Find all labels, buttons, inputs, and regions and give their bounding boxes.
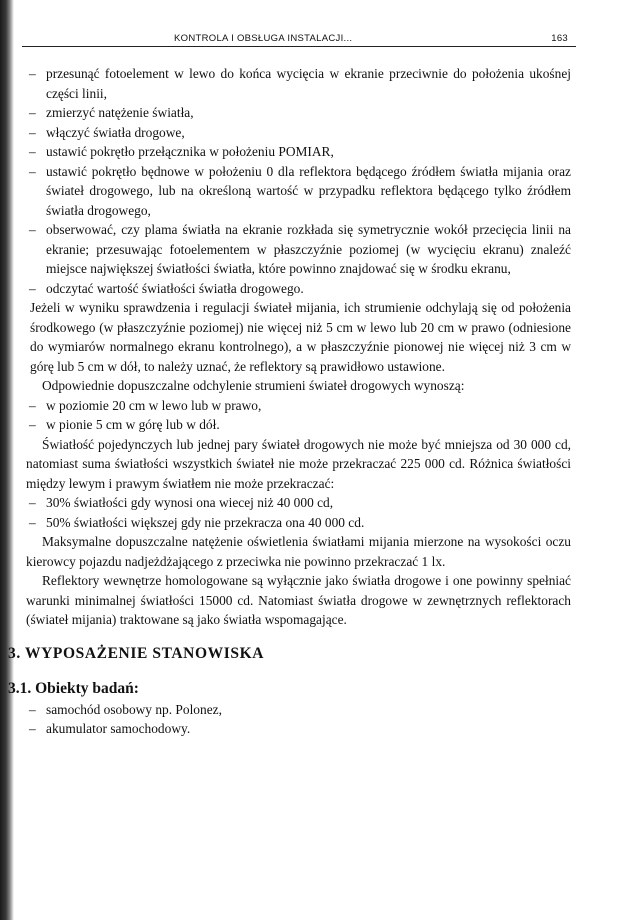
high-beam-deviation-list — [26, 396, 571, 435]
intensity-difference-list — [26, 493, 571, 532]
list-item: – ustawić pokrętło będnowe w położeniu 0 dla reflektora będącego źródłem światła mijania oraz świateł drogowego, lub na określoną wartość w przypadku reflektora będącego tylko źródłem światła drogowego, — [26, 162, 571, 221]
list-item: – samochód osobowy np. Polonez, — [26, 700, 571, 720]
measurement-steps-list — [26, 64, 571, 298]
section-heading: 3. WYPOSAŻENIE STANOWISKA — [8, 644, 265, 662]
page-number: 163 — [551, 33, 568, 44]
list-item: – akumulator samochodowy. — [26, 719, 571, 739]
list-item: – włączyć światła drogowe, — [26, 123, 571, 143]
paragraph-homologated-reflectors: Reflektory wewnętrze homologowane są wyłącznie jako światła drogowe i one powinny spełniać warunki minimalnej światłości 15000 cd. Natomiast światła drogowe w zewnętrznych reflektorach (świateł mijania) traktowane są jako światła wspomagające. — [26, 573, 571, 627]
subsection-heading: 3.1. Obiekty badań: — [8, 679, 139, 697]
list-item: – ustawić pokrętło przełącznika w położeniu POMIAR, — [26, 142, 571, 162]
list-item: – odczytać wartość światłości światła drogowego. — [26, 279, 571, 299]
page-binding-edge — [0, 0, 14, 920]
list-item: – w poziomie 20 cm w lewo lub w prawo, — [26, 396, 571, 416]
paragraph-luminous-intensity: Światłość pojedynczych lub jednej pary świateł drogowych nie może być mniejsza od 30 000 cd, natomiast suma światłości wszystkich świateł nie może przekraczać 225 000 cd. Różnica światłości między lewym i prawym światłem nie może przekraczać: — [26, 436, 571, 491]
list-item: – przesunąć fotoelement w lewo do końca wycięcia w ekranie przeciwnie do położenia ukośnej części linii, — [26, 64, 571, 103]
list-item: – 50% światłości większej gdy nie przekracza ona 40 000 cd. — [26, 513, 571, 533]
paragraph-max-illuminance: Maksymalne dopuszczalne natężenie oświetlenia światłami mijania mierzone na wysokości oczu kierowcy pojazdu nadjeżdżającego z przeciwka nie powinno przekraczać 1 lx. — [26, 534, 571, 569]
running-header — [22, 30, 576, 47]
page-body — [8, 64, 571, 739]
list-item: – obserwować, czy plama światła na ekranie rozkłada się symetrycznie wokół przecięcia linii na ekranie; przesuwając fotoelementem w płaszczyźnie poziomej (w wycięciu ekranu) znaleźć miejsce największej światłości światła, które powinno znajdować się w środku ekranu, — [26, 220, 571, 279]
running-title: KONTROLA I OBSŁUGA INSTALACJI... — [174, 33, 353, 44]
paragraph-low-beam-deviation: Jeżeli w wyniku sprawdzenia i regulacji świateł mijania, ich strumienie odchylają się od położenia środkowego (w płaszczyźnie poziomej) nie więcej niż 5 cm w lewo lub 20 cm w prawo (odniesione do wymiarów normalnego ekranu kontrolnego), a w płaszczyźnie pionowej nie więcej niż 3 cm w górę lub 5 cm w dół, to należy uznać, że reflektory są prawidłowo ustawione. — [30, 300, 571, 374]
paragraph-high-beam-deviation: Odpowiednie dopuszczalne odchylenie strumieni świateł drogowych wynoszą: — [42, 378, 465, 393]
list-item: – w pionie 5 cm w górę lub w dół. — [26, 415, 571, 435]
test-objects-list — [26, 700, 571, 739]
list-item: – zmierzyć natężenie światła, — [26, 103, 571, 123]
list-item: – 30% światłości gdy wynosi ona wiecej niż 40 000 cd, — [26, 493, 571, 513]
